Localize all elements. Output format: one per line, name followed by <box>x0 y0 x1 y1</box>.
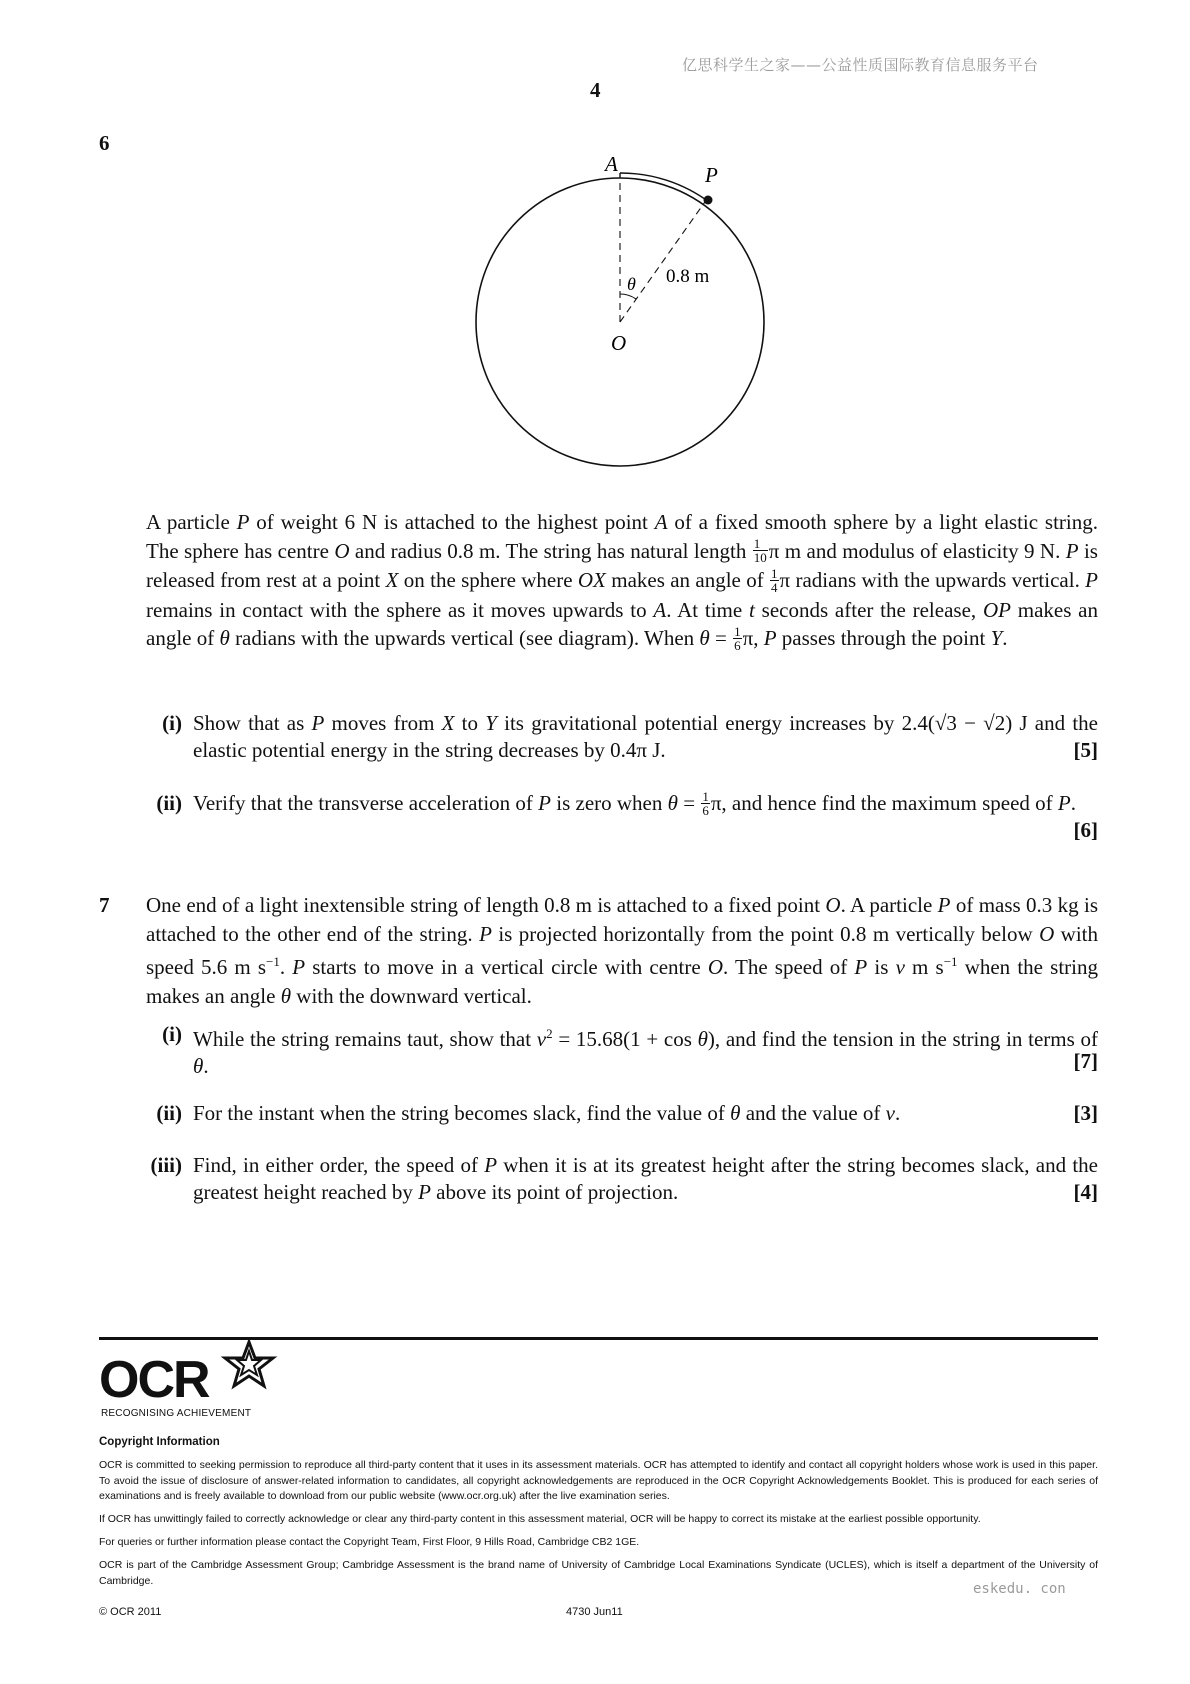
q6-part-i-marks: [5] <box>1073 738 1098 762</box>
elastic-string <box>620 173 709 202</box>
q7-part-i-text: While the string remains taut, show that $v^2 = 15.68(1 + \cos \theta)$, and find the tension in the string in terms of θ. <box>193 1026 1098 1078</box>
fraction-1-10: $\frac{1}{10}$ <box>753 536 767 566</box>
q6-part-ii-text: Verify that the transverse acceleration of P is zero when θ = $\frac{1}{6}$ π, and hence find the maximum speed of P. <box>193 788 1076 818</box>
fraction-1-6-b: $\frac{1}{6}$ <box>702 788 709 818</box>
q7-part-iii-label: (iii) <box>150 1153 182 1177</box>
ocr-tagline: RECOGNISING ACHIEVEMENT <box>101 1408 252 1419</box>
q6-part-i-text: Show that as P moves from X to Y its gravitational potential energy increases by 2.4(√3 − √2) J and the elastic potential energy in the string decreases by 0.4π J. <box>193 711 1098 762</box>
fraction-1-4: $\frac{1}{4}$ <box>771 565 778 595</box>
question-6-number: 6 <box>99 131 110 155</box>
q7-part-i-label: (i) <box>162 1022 182 1046</box>
question-7-number: 7 <box>99 893 110 917</box>
radius-label: 0.8 m <box>666 266 710 287</box>
question-6-stem: A particle P of weight 6 N is attached to the highest point A of a fixed smooth sphere by a light elastic string. The sphere has centre O and radius 0.8 m. The string has natural length $\frac{1}{10}$ π m and modulus of elasticity 9 N. P is released from rest at a point X on the sphere where OX makes an angle of $\frac{1}{4}$ π radians with the upwards vertical. P remains in contact with the sphere as it moves upwards to A. At time t seconds after the release, OP makes an angle of θ radians with the upwards vertical (see diagram). When θ = $\frac{1}{6}$ π, P passes through the point Y. <box>146 510 1098 654</box>
q7-part-ii-text: For the instant when the string becomes slack, find the value of θ and the value of v. <box>193 1101 901 1125</box>
copyright-heading: Copyright Information <box>99 1436 220 1448</box>
q7-part-i-marks: [7] <box>1073 1049 1098 1073</box>
theta-arc <box>620 294 636 299</box>
q7-part-ii-marks: [3] <box>1073 1101 1098 1125</box>
q6-part-i-label: (i) <box>162 711 182 735</box>
copyright-paragraph-4: OCR is part of the Cambridge Assessment Group; Cambridge Assessment is the brand name of University of Cambridge Local Examinations Syndicate (UCLES), which is itself a department of the University of Cambridge. <box>99 1559 1098 1587</box>
ocr-logo <box>99 1352 289 1408</box>
fraction-1-6: $\frac{1}{6}$ <box>734 624 741 654</box>
watermark-top: 亿思科学生之家——公益性质国际教育信息服务平台 <box>682 56 1039 74</box>
copyright-paragraph-2: If OCR has unwittingly failed to correctly acknowledge or clear any third-party content in this assessment material, OCR will be happy to correct its mistake at the earliest possible opportunity. <box>99 1513 981 1525</box>
question-7-stem: One end of a light inextensible string of length 0.8 m is attached to a fixed point O. A particle P of mass 0.3 kg is attached to the other end of the string. P is projected horizontally from the point 0.8 m vertically below O with speed 5.6 m $s^{-1}$. P starts to move in a vertical circle with centre O. The speed of P is v m $s^{-1}$ when the string makes an angle θ with the downward vertical. <box>146 893 1099 1008</box>
q7-part-iii-text: Find, in either order, the speed of P when it is at its greatest height after the string becomes slack, and the greatest height reached by P above its point of projection. <box>193 1153 1098 1204</box>
q7-part-ii-label: (ii) <box>156 1101 182 1125</box>
copyright-line: © OCR 2011 <box>99 1606 162 1618</box>
copyright-paragraph-3: For queries or further information please contact the Copyright Team, First Floor, 9 Hills Road, Cambridge CB2 1GE. <box>99 1536 640 1548</box>
radius-op-dashed <box>620 199 707 322</box>
page-number: 4 <box>590 78 601 102</box>
label-p: P <box>705 163 718 187</box>
paper-code: 4730 Jun11 <box>566 1606 623 1618</box>
ocr-star-icon <box>219 1340 279 1390</box>
label-theta: θ <box>627 274 636 294</box>
label-o: O <box>611 331 627 355</box>
watermark-bottom: eskedu. con <box>973 1581 1066 1597</box>
q6-part-ii-marks: [6] <box>1073 818 1098 842</box>
sphere-diagram <box>460 140 780 490</box>
particle-p-dot <box>704 196 713 205</box>
copyright-paragraph-1: OCR is committed to seeking permission to reproduce all third-party content that it uses in its assessment materials. OCR has attempted to identify and contact all copyright holders whose work is used in this paper. To avoid the issue of disclosure of answer-related information to candidates, all copyright acknowledgements are reproduced in the OCR Copyright Acknowledgements Booklet. This is produced for each series of examinations and is freely available to download from our public website (www.ocr.org.uk) after the live examination series. <box>99 1459 1098 1502</box>
q7-part-iii-marks: [4] <box>1073 1180 1098 1204</box>
ocr-logo-text: OCR <box>99 1351 209 1409</box>
q6-part-ii-label: (ii) <box>156 791 182 815</box>
label-a: A <box>605 152 618 176</box>
